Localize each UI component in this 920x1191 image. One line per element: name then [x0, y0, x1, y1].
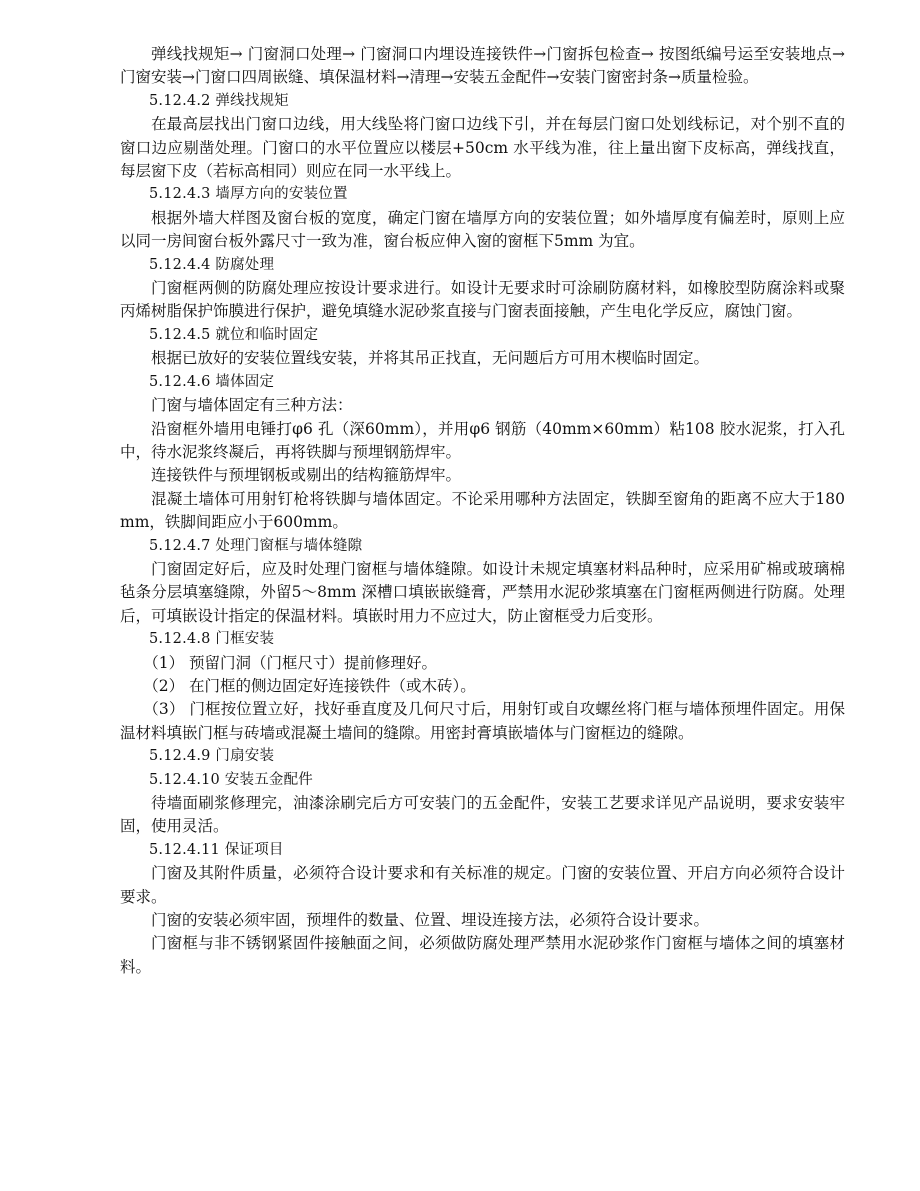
section-paragraph-5-12-4-6-method-2: 连接铁件与预埋钢板或剔出的结构箍筋焊牢。: [151, 466, 462, 485]
section-paragraph-5-12-4-6-method-3: 混凝土墙体可用射钉枪将铁脚与墙体固定。不论采用哪种方法固定，铁脚至窗角的距离不应大于180mm，铁脚间距应小于600mm。: [120, 489, 845, 532]
section-heading-5-12-4-11: 5.12.4.11 保证项目: [149, 841, 284, 858]
section-paragraph-5-12-4-6-method-1: 沿窗框外墙用电锤打φ6 孔（深60mm），并用φ6 钢筋（40mm×60mm）粘108 胶水泥浆，打入孔中，待水泥浆终凝后，再将铁脚与预埋钢筋焊牢。: [120, 419, 845, 461]
list-item-3: （3） 门框按位置立好，找好垂直度及几何尺寸后，用射钉或自攻螺丝将门框与墙体预埋件固定。用保温材料填嵌门框与砖墙或混凝土墙间的缝隙。用密封膏填嵌墙体与门窗框边的缝隙。: [120, 700, 845, 742]
section-heading-5-12-4-6: 5.12.4.6 墙体固定: [149, 373, 275, 390]
section-paragraph-5-12-4-6-intro: 门窗与墙体固定有三种方法：: [151, 396, 353, 415]
section-paragraph-5-12-4-5: 根据已放好的安装位置线安装，并将其吊正找直，无问题后方可用木楔临时固定。: [151, 349, 710, 368]
section-heading-5-12-4-7: 5.12.4.7 处理门窗框与墙体缝隙: [149, 537, 363, 554]
section-paragraph-5-12-4-4: 门窗框两侧的防腐处理应按设计要求进行。如设计无要求时可涂刷防腐材料，如橡胶型防腐涂料或聚丙烯树脂保护饰膜进行保护，避免填缝水泥砂浆直接与门窗表面接触，产生电化学反应，腐蚀门窗。: [120, 279, 845, 321]
section-heading-5-12-4-4: 5.12.4.4 防腐处理: [149, 256, 275, 273]
section-paragraph-5-12-4-2: 在最高层找出门窗口边线，用大线坠将门窗口边线下引，并在每层门窗口处划线标记，对个别不直的窗口边应剔凿处理。门窗口的水平位置应以楼层+50cm 水平线为准，往上量出窗下皮标高，弹线找直，每层窗下皮（若标高相同）则应在同一水平线上。: [120, 115, 845, 181]
list-item-2: （2） 在门框的侧边固定好连接铁件（或木砖）。: [143, 676, 476, 695]
list-item-1: （1） 预留门洞（门框尺寸）提前修理好。: [143, 653, 438, 672]
section-heading-5-12-4-9: 5.12.4.9 门扇安装: [149, 748, 275, 765]
section-heading-5-12-4-3: 5.12.4.3 墙厚方向的安装位置: [149, 186, 348, 203]
section-paragraph-5-12-4-11-c: 门窗框与非不锈钢紧固件接触面之间，必须做防腐处理严禁用水泥砂浆作门窗框与墙体之间的填塞材料。: [120, 934, 845, 976]
section-heading-5-12-4-5: 5.12.4.5 就位和临时固定: [149, 326, 319, 343]
section-heading-5-12-4-8: 5.12.4.8 门框安装: [149, 631, 275, 648]
section-paragraph-5-12-4-7: 门窗固定好后，应及时处理门窗框与墙体缝隙。如设计未规定填塞材料品种时，应采用矿棉或玻璃棉毡条分层填塞缝隙，外留5～8mm 深槽口填嵌嵌缝膏，严禁用水泥砂浆填塞在门窗框两侧进行防腐。处理后，可填嵌设计指定的保温材料。填嵌时用力不应过大，防止窗框受力后变形。: [120, 559, 845, 625]
document-body: [120, 43, 845, 979]
section-heading-5-12-4-10: 5.12.4.10 安装五金配件: [149, 771, 313, 788]
process-flow-paragraph: 弹线找规矩→ 门窗洞口处理→ 门窗洞口内埋设连接铁件→门窗拆包检查→ 按图纸编号运至安装地点→ 门窗安装→门窗口四周嵌缝、填保温材料→清理→安装五金配件→安装门窗密封条→质量检验。: [120, 45, 845, 87]
section-paragraph-5-12-4-3: 根据外墙大样图及窗台板的宽度，确定门窗在墙厚方向的安装位置；如外墙厚度有偏差时，原则上应以同一房间窗台板外露尺寸一致为准，窗台板应伸入窗的窗框下5mm 为宜。: [120, 208, 845, 251]
section-heading-5-12-4-2: 5.12.4.2 弹线找规矩: [149, 92, 289, 109]
section-paragraph-5-12-4-10: 待墙面刷浆修理完，油漆涂刷完后方可安装门的五金配件，安装工艺要求详见产品说明，要求安装牢固，使用灵活。: [120, 794, 845, 836]
section-paragraph-5-12-4-11-b: 门窗的安装必须牢固，预埋件的数量、位置、埋设连接方法，必须符合设计要求。: [151, 911, 710, 930]
section-paragraph-5-12-4-11-a: 门窗及其附件质量，必须符合设计要求和有关标准的规定。门窗的安装位置、开启方向必须符合设计要求。: [120, 864, 845, 906]
